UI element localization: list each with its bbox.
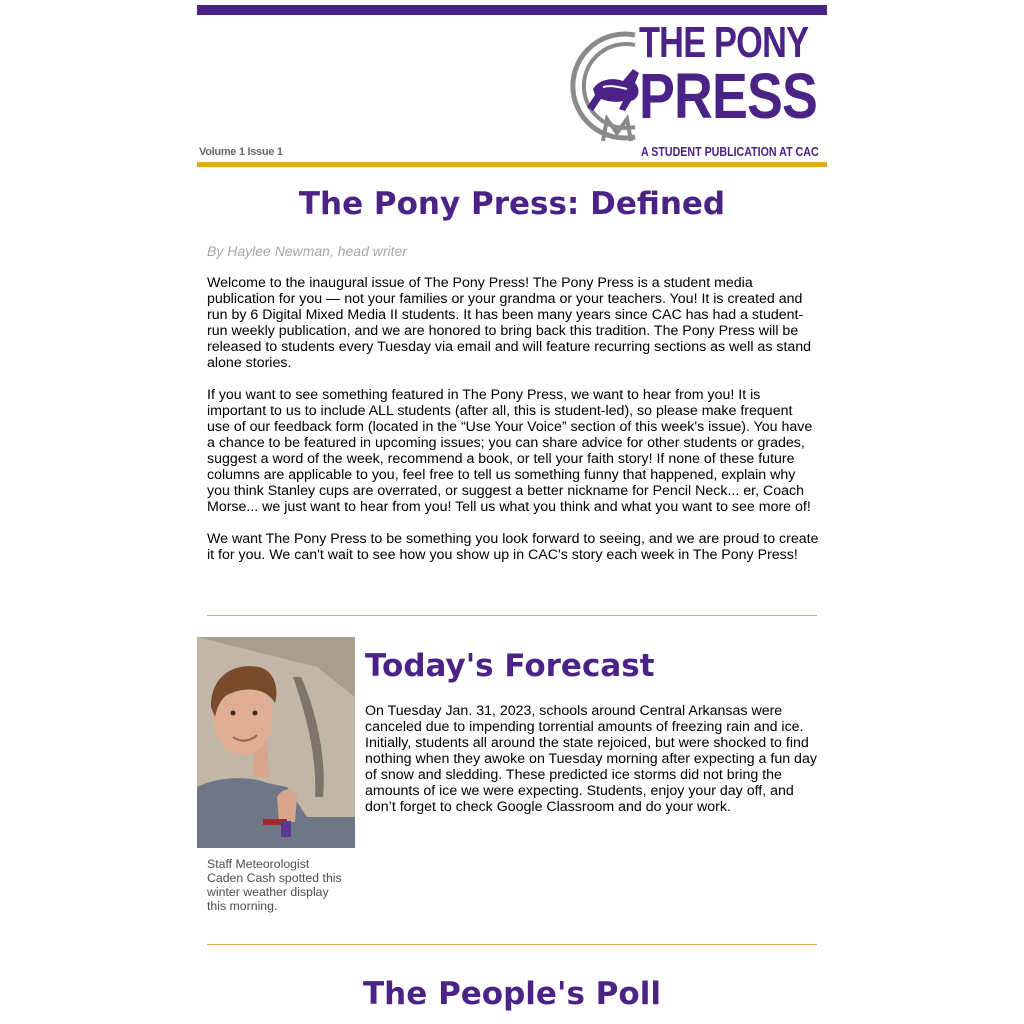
forecast-title: Today's Forecast: [365, 648, 655, 684]
article-byline: By Haylee Newman, head writer: [207, 243, 407, 259]
article-body: [207, 275, 819, 579]
section-divider: [207, 944, 817, 945]
photo-caption: Staff Meteorologist Caden Cash spotted this winter weather display this morning.: [207, 857, 342, 913]
meteorologist-photo: [197, 637, 355, 848]
article-paragraph: We want The Pony Press to be something you look forward to seeing, and we are proud to create it for you. We can't wait to see how you show up in CAC's story each week in The Pony Press!: [207, 531, 819, 563]
logo-title-line1: THE PONY: [639, 18, 809, 67]
logo-tagline: A STUDENT PUBLICATION AT CAC: [641, 144, 819, 159]
article-paragraph: If you want to see something featured in The Pony Press, we want to hear from you! It is important to us to include ALL students (after all, this is student-led), so please make frequent use of our feedback form (located in the “Use Your Voice” section of this week's issue). You have a chance to be featured in upcoming issues; you can share advice for other students or grades, suggest a word of the week, recommend a book, or tell your faith story! If none of these future columns are applicable to you, feel free to tell us something funny that happened, explain why you think Stanley cups are overrated, or suggest a better nickname for Pencil Neck... er, Coach Morse... we just want to hear from you! Tell us what you think and what you want to see more of!: [207, 387, 813, 515]
cac-pony-emblem-icon: [555, 29, 651, 145]
issue-label: Volume 1 Issue 1: [199, 146, 283, 158]
photo-illustration: [197, 637, 355, 848]
top-purple-bar: [197, 5, 827, 15]
section-divider: [207, 615, 817, 616]
article-paragraph: Welcome to the inaugural issue of The Pony Press! The Pony Press is a student media publication for you — not your families or your grandma or your teachers. You! It is created and run by 6 Digital Mixed Media II students. It has been many years since CAC has had a student-run weekly publication, and we are honored to bring back this tradition. The Pony Press will be released to students every Tuesday via email and will feature recurring sections as well as stand alone stories.: [207, 275, 812, 371]
forecast-body: On Tuesday Jan. 31, 2023, schools around Central Arkansas were canceled due to impending torrential amounts of freezing rain and ice. Initially, students all around the state rejoiced, but were shocked to find nothing when they awoke on Tuesday morning after expecting a fun day of snow and sledding. These predicted ice storms did not bring the amounts of ice we were expecting. Students, enjoy your day off, and don’t forget to check Google Classroom and do your work.: [365, 703, 817, 815]
poll-title: The People's Poll: [363, 976, 661, 1012]
masthead-gold-rule: [197, 162, 827, 167]
pony-press-logo: [555, 15, 827, 161]
logo-title-line2: PRESS: [639, 60, 818, 132]
article-title: The Pony Press: Defined: [298, 186, 726, 222]
